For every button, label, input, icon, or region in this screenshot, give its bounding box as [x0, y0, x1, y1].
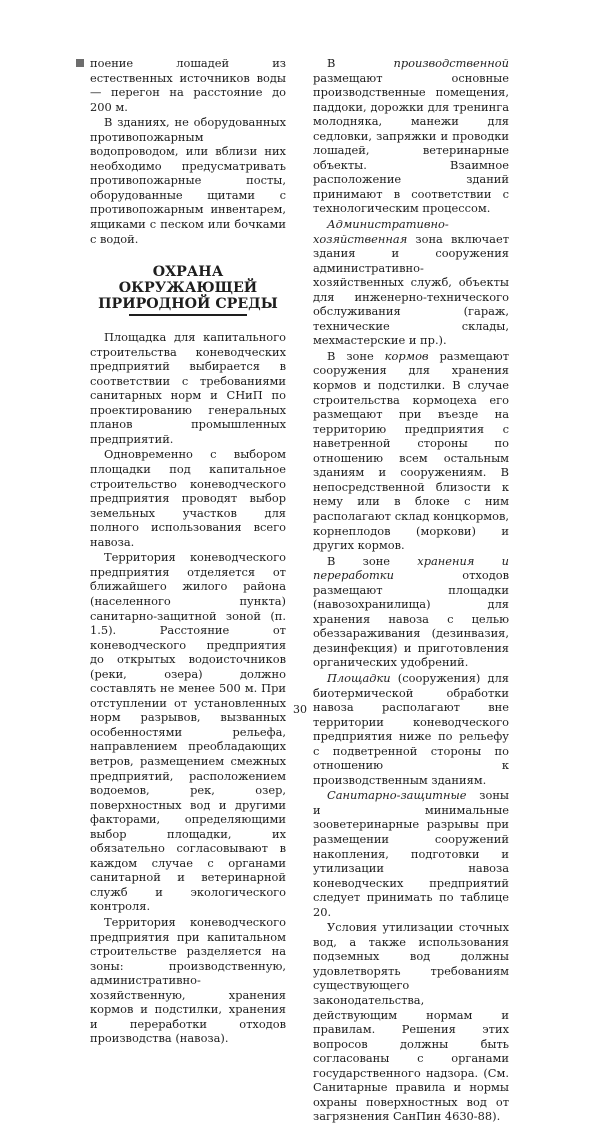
bullet-paragraph: поение лошадей из естественных источников воды — перегон на расстояние до 200 м. [90, 56, 286, 114]
platforms-term: Площадки [327, 670, 391, 685]
sanitary-text: зоны и минимальные зооветеринарные разрывы при размещении сооружений накопления, подготовки и утилизации навоза коневодческих предприятий следует принимать по таблице 20. [313, 788, 509, 919]
feed-term: кормов [384, 348, 429, 363]
section-heading [90, 246, 286, 330]
production-prefix: В [327, 56, 394, 70]
bullet-item [90, 56, 286, 114]
feed-text: размещают сооружения для хранения кормов и подстилки. В случае строительства кормоцеха его размещают при въезде на территорию предприятия с наветренной стороны по отношению всем остальным зданиям и сооружениям. В непосредственной близости к нему или в блоке с ним располагают склад концкормов, корнеплодов (моркови) и других кормов. [313, 348, 510, 553]
sanitary-term: Санитарно-защитные [327, 788, 467, 803]
right-column [313, 56, 509, 1124]
platforms-text: (сооружения) для биотермической обработки навоза располагают вне территории коневодческого предприятия ниже по рельефу с подветренной стороны по отношению к производственным зданиям. [313, 670, 509, 787]
feed-zone-paragraph [313, 349, 509, 553]
heading-underline [129, 314, 247, 316]
platforms-paragraph [313, 671, 509, 787]
fire-safety-paragraph: В зданиях, не оборудованных противопожарным водопроводом, или вблизи них необходимо предусматривать противопожарные посты, оборудованные щитами с противопожарным инвентарем, ящиками с песком или бочками с водой. [90, 115, 286, 246]
left-column [90, 56, 286, 1046]
manure-text: отходов размещают площадки (навозохранилища) для хранения навоза с целью обеззараживания (дезинвазия, дезинфекция) и приготовления органических удобрений. [313, 568, 509, 670]
land-plots-paragraph: Одновременно с выбором площадки под капитальное строительство коневодческого предприятия проводят выбор земельных участков для полного использования всего навоза. [90, 447, 286, 549]
heading-line-3: ПРИРОДНОЙ СРЕДЫ [98, 296, 278, 313]
admin-zone-paragraph [313, 217, 509, 348]
heading-line-1: ОХРАНА [152, 264, 224, 281]
zones-paragraph: Территория коневодческого предприятия при капитальном строительстве разделяется на зоны: производственную, административно-хозяйственную, хранения кормов и подстилки, хранения и переработки отходов производства (навоза). [90, 914, 286, 1046]
square-bullet-icon [76, 59, 84, 67]
wastewater-paragraph: Условия утилизации сточных вод, а также использования подземных вод должны удовлетворять требованиям существующего законодательства, действующим нормам и правилам. Решения этих вопросов должны быть согласованы с органами государственного надзора. (См. Санитарные правила и нормы охраны поверхностных вод от загрязнения СанПин 4630-88). [313, 920, 509, 1124]
territory-paragraph: Территория коневодческого предприятия отделяется от ближайшего жилого района (населенного пункта) санитарно-защитной зоной (п. 1.5). Расстояние от коневодческого предприятия до открытых водоисточников (реки, озера) должно составлять не менее 500 м. При отступлении от установленных норм разрывов, вызванных особенностями рельефа, направлением преобладающих ветров, размещением смежных предприятий, расположением водоемов, рек, озер, поверхностных вод и другими факторами, определяющими выбор площадки, их обязательно согласовывают в каждом случае с органами санитарной и ветеринарной служб и экологического контроля. [90, 550, 286, 914]
site-selection-paragraph: Площадка для капитального строительства коневодческих предприятий выбирается в соответствии с требованиями санитарных норм и СНиП по проектированию генеральных планов промышленных предприятий. [90, 330, 286, 446]
admin-text: зона включает здания и сооружения административно-хозяйственных служб, объекты для инженерно-технического обслуживания (гараж, технические склады, мехмастерские и пр.). [313, 231, 509, 348]
manure-prefix: В зоне [327, 553, 418, 568]
page-number: 30 [293, 703, 307, 716]
heading-line-2: ОКРУЖАЮЩЕЙ [118, 280, 258, 297]
production-zone-paragraph [313, 56, 509, 216]
production-term: производственной [393, 56, 509, 70]
manure-term: хранения и переработки [313, 553, 509, 583]
manure-zone-paragraph [313, 554, 509, 670]
feed-prefix: В зоне [327, 348, 385, 363]
admin-term: Административно-хозяйственная [313, 217, 449, 246]
sanitary-zones-paragraph [313, 788, 509, 919]
production-text: размещают основные производственные помещения, паддоки, дорожки для тренинга молодняка, манежи для седловки, запряжки и проводки лошадей, ветеринарные объекты. Взаимное расположение зданий принимают в соответствии с технологическим процессом. [313, 70, 509, 216]
